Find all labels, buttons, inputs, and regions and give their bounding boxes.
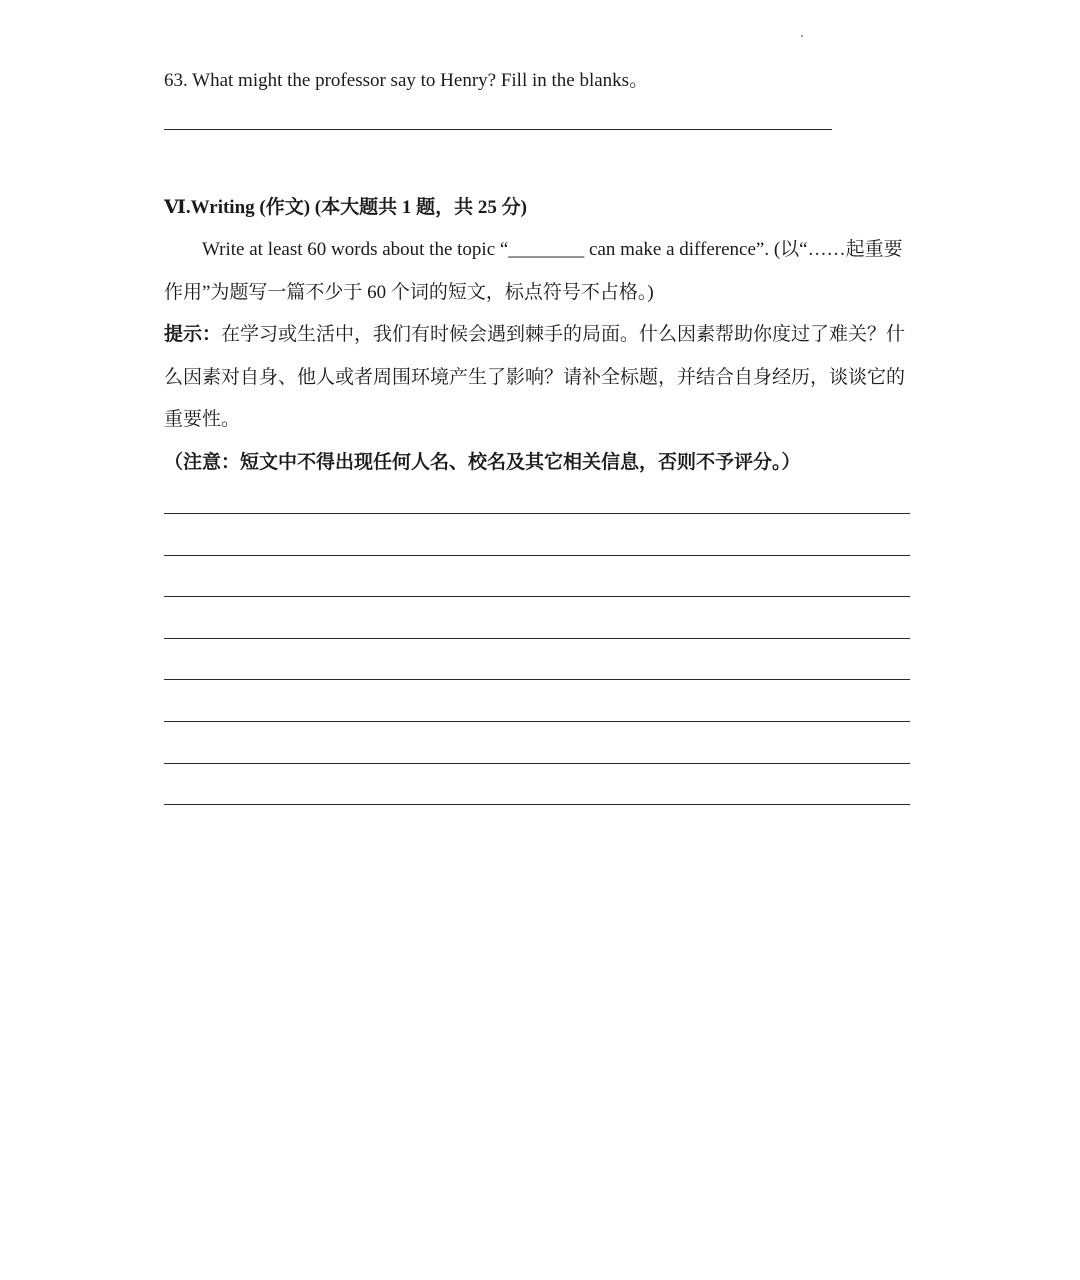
hint-text: 在学习或生活中，我们有时候会遇到棘手的局面。什么因素帮助你度过了难关？什么因素对自身、他人或者周围环境产生了影响？请补全标题，并结合自身经历，谈谈它的重要性。 bbox=[164, 324, 906, 430]
hint-label: 提示： bbox=[164, 324, 222, 345]
question-63: 63. What might the professor say to Henry? Fill in the blanks。 bbox=[164, 70, 649, 91]
section-title-writing: Ⅵ.Writing (作文) (本大题共 1 题，共 25 分) bbox=[164, 197, 527, 218]
writing-line[interactable] bbox=[164, 638, 910, 639]
writing-line[interactable] bbox=[164, 763, 910, 764]
writing-line[interactable] bbox=[164, 679, 910, 680]
writing-area bbox=[164, 513, 910, 846]
writing-hint bbox=[164, 314, 918, 442]
scan-speck bbox=[801, 35, 803, 37]
writing-line[interactable] bbox=[164, 596, 910, 597]
writing-line[interactable] bbox=[164, 555, 910, 556]
writing-line[interactable] bbox=[164, 513, 910, 514]
writing-note: （注意：短文中不得出现任何人名、校名及其它相关信息，否则不予评分。） bbox=[164, 452, 801, 473]
writing-line[interactable] bbox=[164, 721, 910, 722]
writing-line[interactable] bbox=[164, 804, 910, 805]
writing-instruction: Write at least 60 words about the topic “________ can make a difference”. (以“……起重要作用”为题写一篇不少于 60 个词的短文，标点符号不占格。) bbox=[164, 239, 903, 303]
answer-line-63[interactable] bbox=[164, 129, 832, 130]
